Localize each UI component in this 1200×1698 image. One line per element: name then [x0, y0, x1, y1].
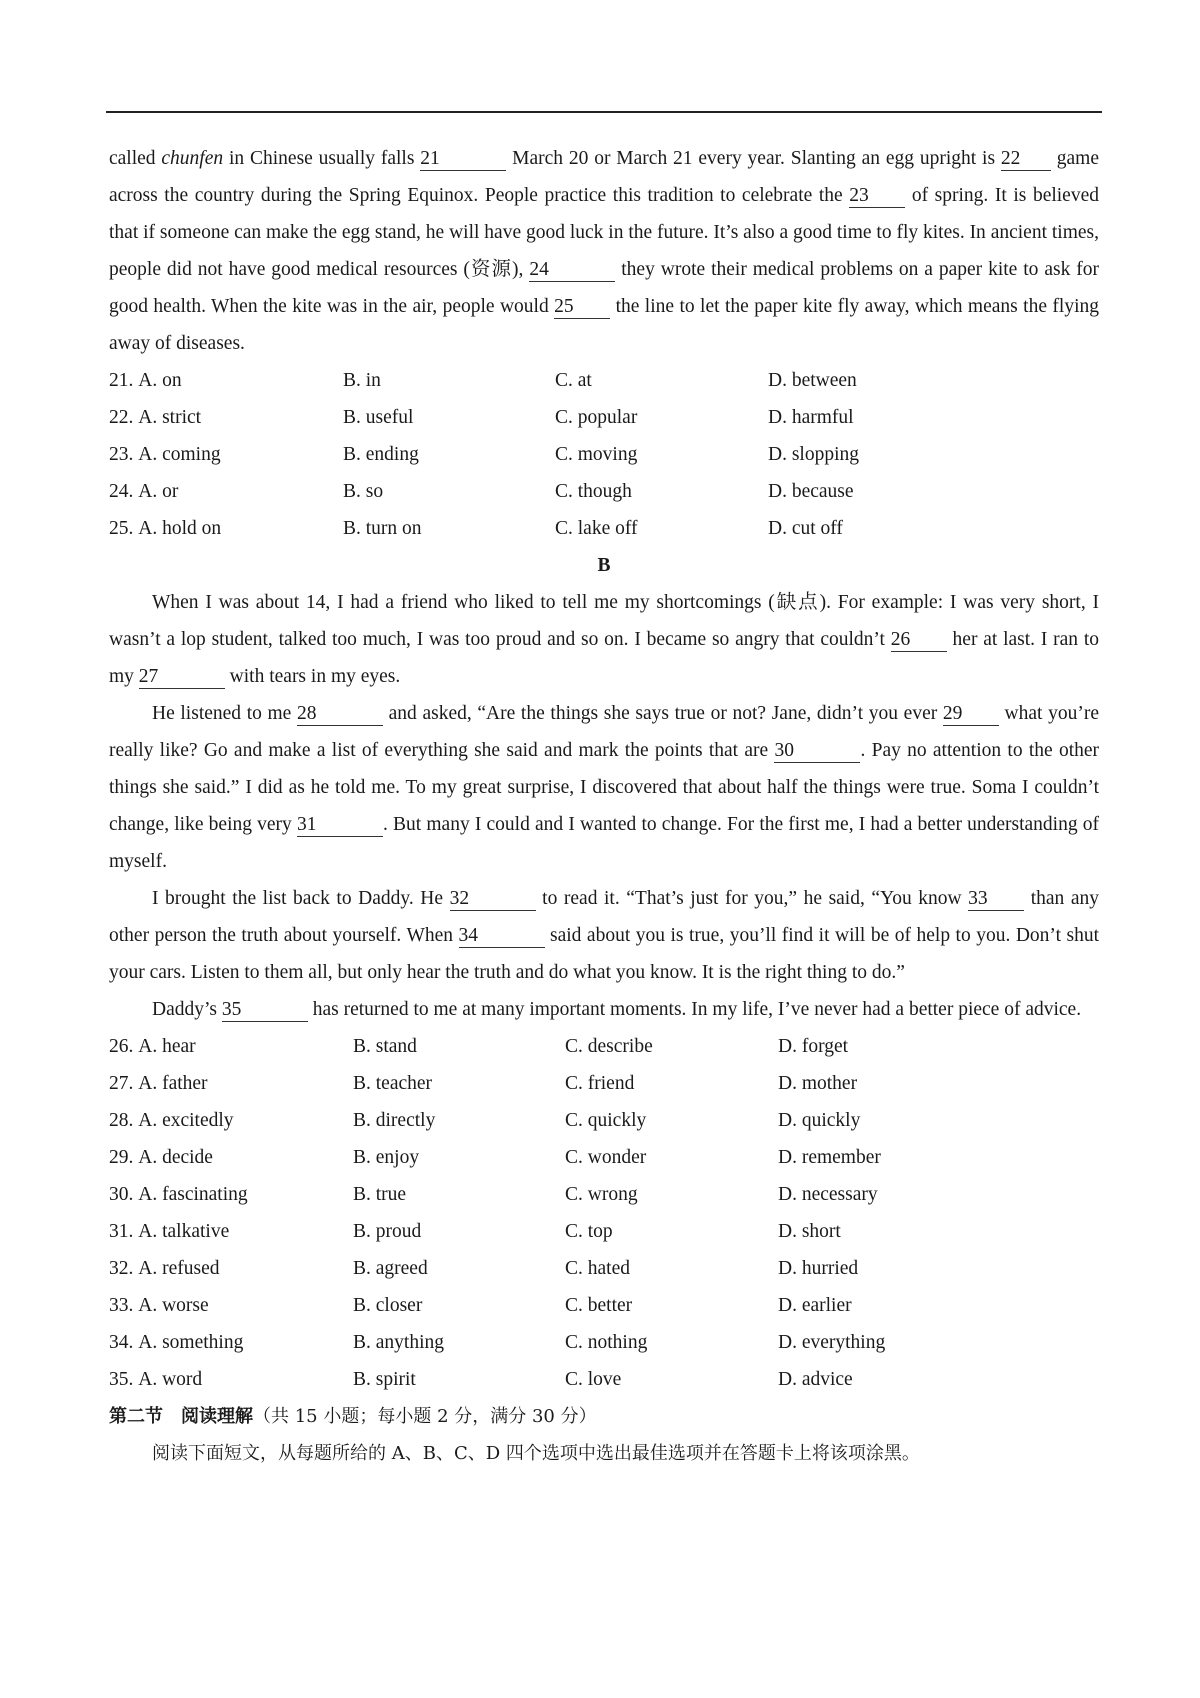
blank-31: 31 [297, 814, 383, 837]
blank-25: 25 [554, 296, 610, 319]
header-rule [106, 111, 1102, 113]
blank-22: 22 [1001, 148, 1051, 171]
blank-23: 23 [849, 185, 905, 208]
blank-26: 26 [891, 629, 947, 652]
options-21-25 [109, 362, 1099, 547]
option-a: 25. A. hold on [109, 518, 222, 539]
question-row: 29. A. decide B. enjoy C. wonder D. remember [109, 1147, 881, 1168]
passage-a-text [109, 140, 1099, 362]
option-a: 21. A. on [109, 370, 182, 391]
question-row: 31. A. talkative B. proud C. top D. short [109, 1221, 841, 1242]
text: in Chinese usually falls [223, 148, 421, 169]
question-row [109, 473, 1099, 510]
section-scoring: （共 15 小题；每小题 2 分，满分 30 分） [253, 1406, 597, 1427]
question-row: 34. A. something B. anything C. nothing D. everything [109, 1332, 886, 1353]
passage-b-paragraph-4: Daddy’s 35 has returned to me at many important moments. In my life, I’ve never had a better piece of advice. [152, 999, 1082, 1020]
section-title: 第二节 阅读理解 [109, 1406, 253, 1427]
option-b: B. so [343, 481, 384, 502]
question-row: 30. A. fascinating B. true C. wrong D. necessary [109, 1184, 878, 1205]
blank-35: 35 [222, 999, 308, 1022]
blank-29: 29 [943, 703, 999, 726]
blank-32: 32 [450, 888, 536, 911]
question-row: 27. A. father B. teacher C. friend D. mother [109, 1073, 858, 1094]
blank-33: 33 [968, 888, 1024, 911]
option-d: D. cut off [768, 518, 843, 539]
blank-24: 24 [529, 259, 615, 282]
question-row [109, 510, 1099, 547]
options-26-35 [109, 1028, 1099, 1398]
option-a: 22. A. strict [109, 407, 202, 428]
option-d: D. between [768, 370, 857, 391]
option-c: C. moving [555, 444, 638, 465]
text: they wrote their medical problems on a paper kite to ask for good health. When the kite was in the air, people would [109, 259, 1099, 317]
section-2-heading [109, 1398, 1099, 1435]
passage-b-paragraph-1: When I was about 14, I had a friend who liked to tell me my shortcomings (缺点). For example: I was very short, I wasn’t a lop student, talked too much, I was too proud and so on. I became so angry that couldn’t 26 her at last. I ran to my 27 with tears in my eyes. [109, 592, 1099, 687]
passage-b-heading: B [597, 555, 611, 576]
question-row [109, 436, 1099, 473]
question-row [109, 399, 1099, 436]
option-c: C. popular [555, 407, 638, 428]
text: of spring. It is believed that if someone can make the egg stand, he will have good luck in the future. It’s also a good time to fly kites. In ancient times, people did not have good medical resources (资源), [109, 185, 1099, 280]
option-c: C. at [555, 370, 592, 391]
question-row: 32. A. refused B. agreed C. hated D. hurried [109, 1258, 859, 1279]
option-a: 23. A. coming [109, 444, 221, 465]
option-b: B. useful [343, 407, 414, 428]
question-row [109, 362, 1099, 399]
option-c: C. lake off [555, 518, 638, 539]
question-row: 33. A. worse B. closer C. better D. earlier [109, 1295, 852, 1316]
option-b: B. turn on [343, 518, 422, 539]
text: game across the country during the Spring Equinox. People practice this tradition to celebrate the [109, 148, 1099, 206]
section-2-instruction: 阅读下面短文，从每题所给的 A、B、C、D 四个选项中选出最佳选项并在答题卡上将该项涂黑。 [152, 1443, 920, 1464]
passage-b-paragraph-2: He listened to me 28 and asked, “Are the things she says true or not? Jane, didn’t you ever 29 what you’re really like? Go and make a list of everything she said and mark the points that are 30 . Pay no attention to the other things she said.” I did as he told me. To my great surprise, I discovered that about half the things were true. Soma I couldn’t change, like being very 31 . But many I could and I wanted to change. For the first me, I had a better understanding of myself. [109, 703, 1100, 872]
blank-21: 21 [420, 148, 506, 171]
blank-30: 30 [774, 740, 860, 763]
question-row: 26. A. hear B. stand C. describe D. forget [109, 1036, 849, 1057]
text: March 20 or March 21 every year. Slanting an egg upright is [506, 148, 996, 169]
italic-term: chunfen [161, 148, 224, 169]
blank-34: 34 [459, 925, 545, 948]
option-b: B. ending [343, 444, 419, 465]
blank-27: 27 [139, 666, 225, 689]
option-d: D. because [768, 481, 854, 502]
question-row: 28. A. excitedly B. directly C. quickly D. quickly [109, 1110, 861, 1131]
text: called [109, 148, 162, 169]
option-b: B. in [343, 370, 381, 391]
option-a: 24. A. or [109, 481, 179, 502]
option-d: D. harmful [768, 407, 854, 428]
text: the line to let the paper kite fly away, which means the flying away of diseases. [109, 296, 1099, 354]
blank-28: 28 [297, 703, 383, 726]
question-row: 35. A. word B. spirit C. love D. advice [109, 1369, 853, 1390]
exam-page [109, 140, 1099, 1472]
option-d: D. slopping [768, 444, 860, 465]
passage-b-paragraph-3: I brought the list back to Daddy. He 32 to read it. “That’s just for you,” he said, “You know 33 than any other person the truth about yourself. When 34 said about you is true, you’ll find it will be of help to you. Don’t shut your cars. Listen to them all, but only hear the truth and do what you know. It is the right thing to do.” [109, 888, 1100, 983]
option-c: C. though [555, 481, 632, 502]
